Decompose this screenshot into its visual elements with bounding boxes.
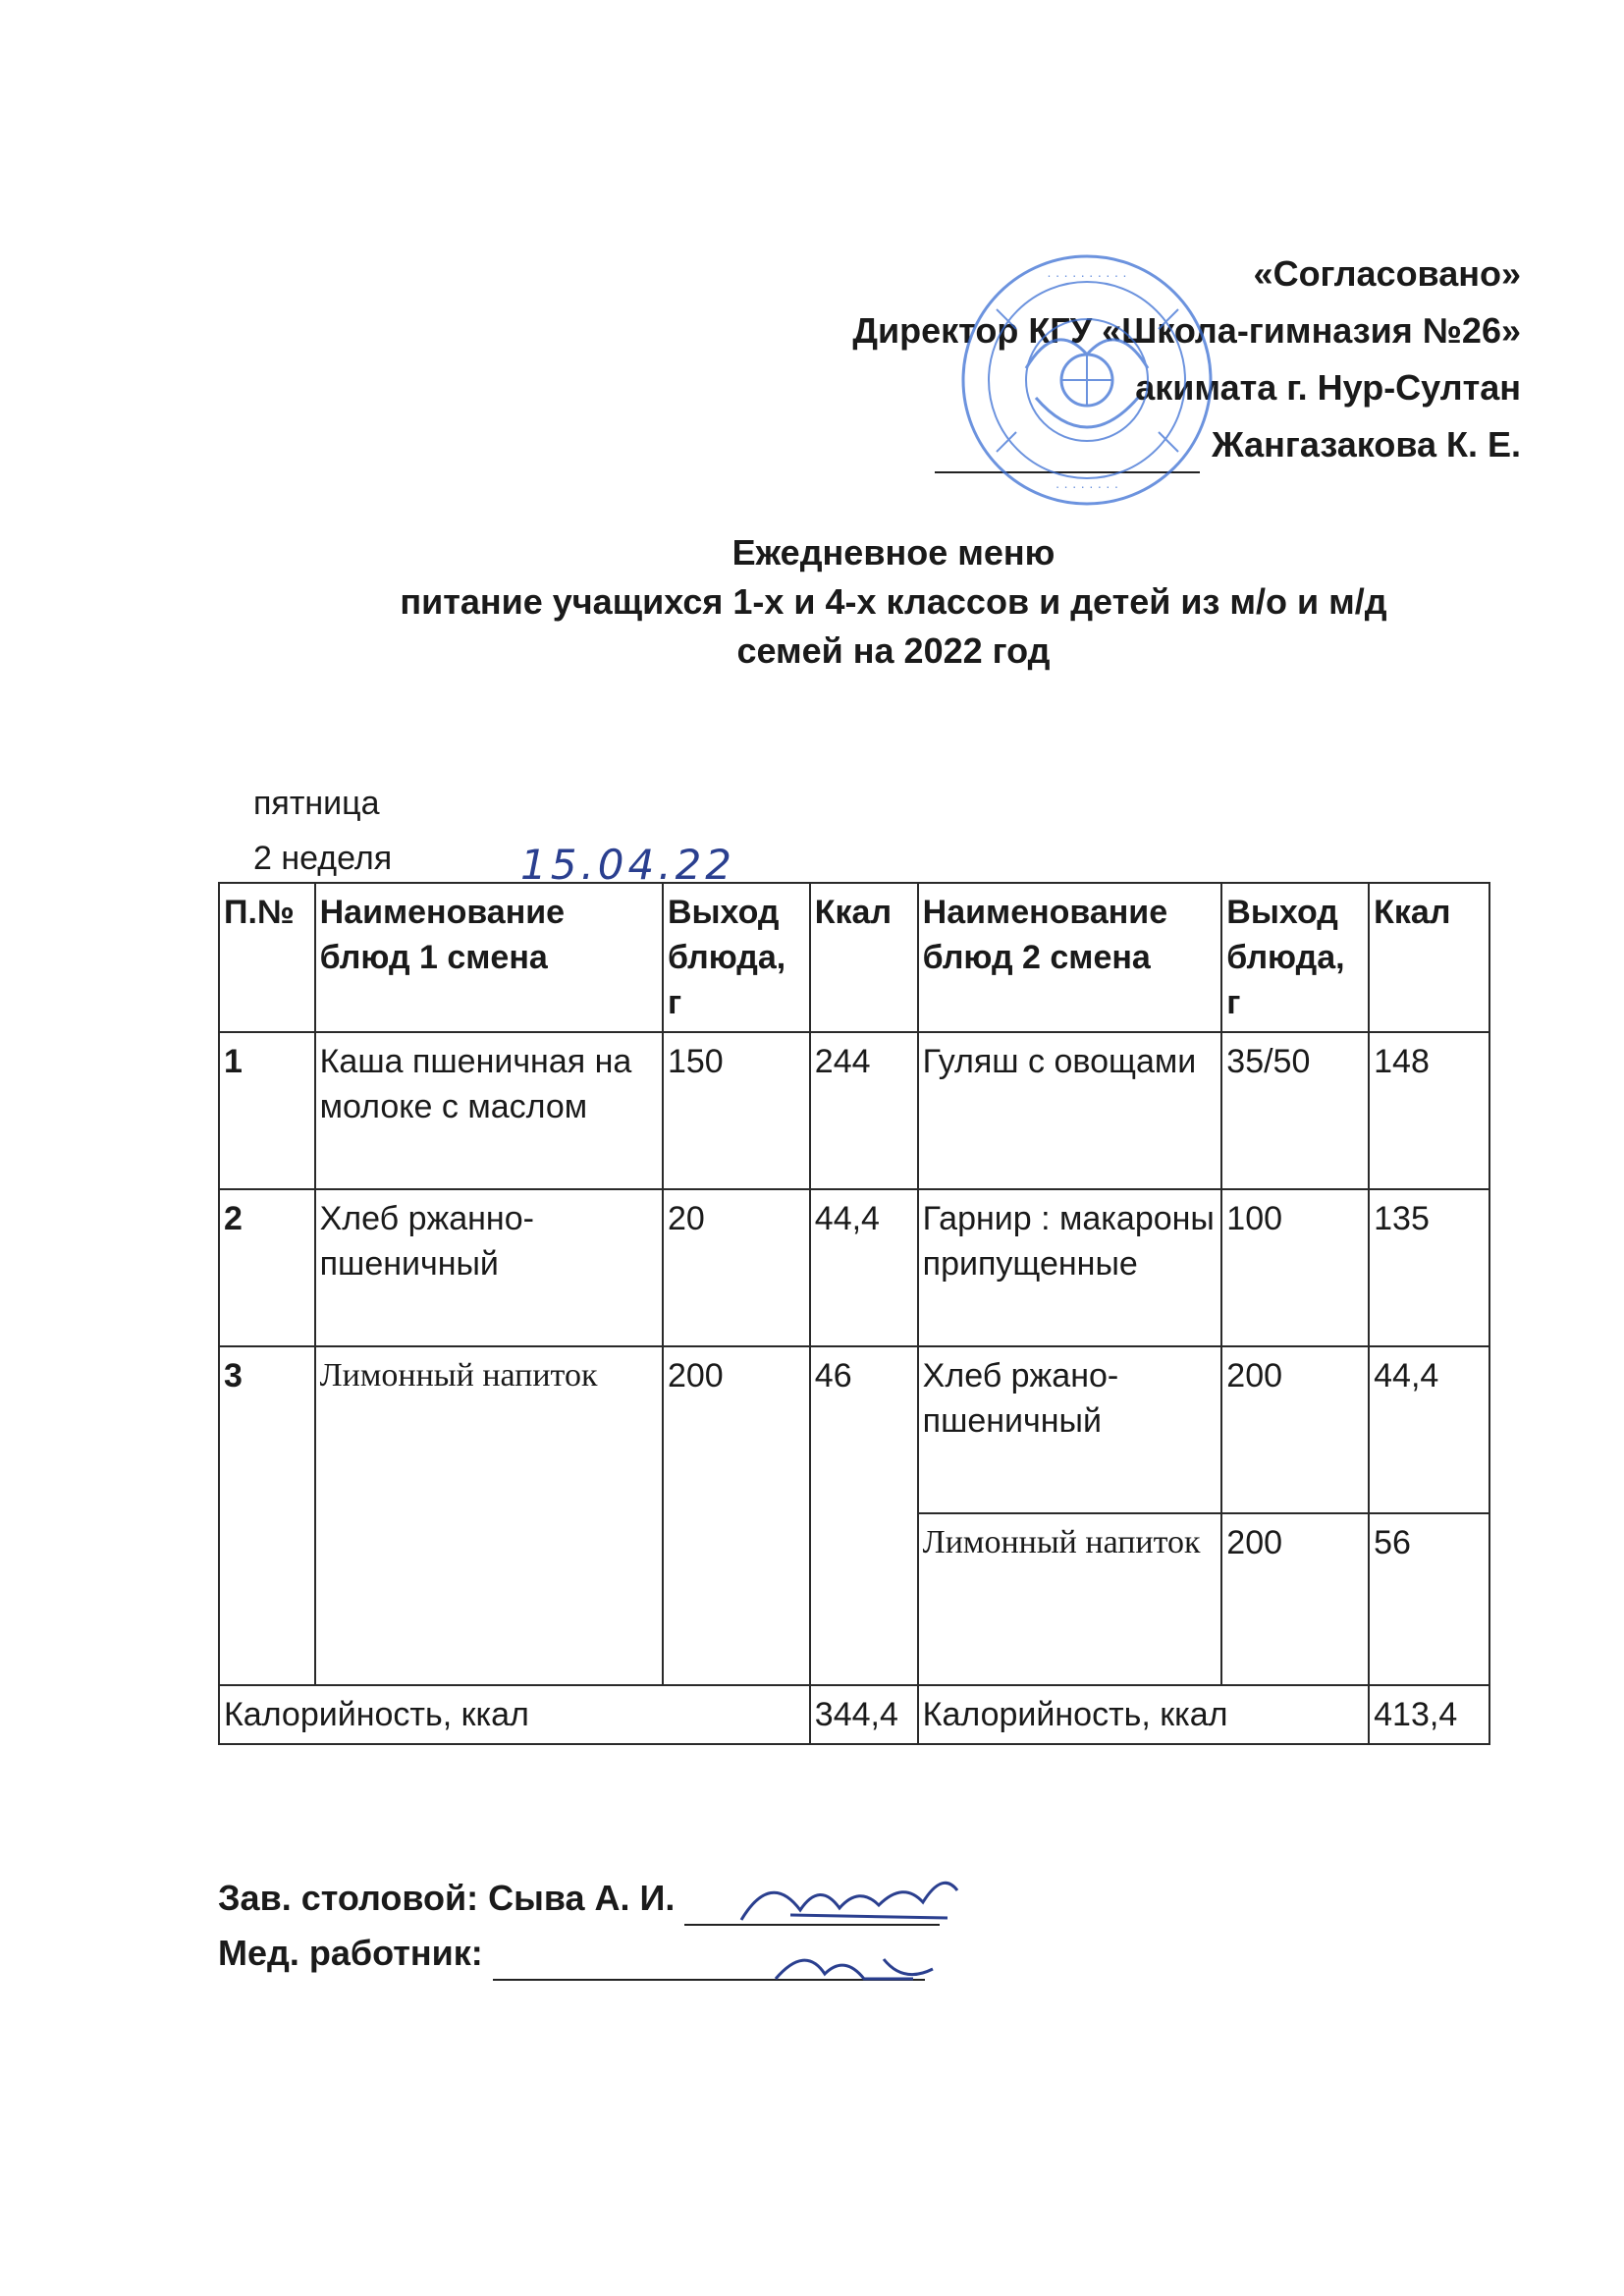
yield-shift-2: 35/50 <box>1221 1032 1369 1189</box>
dish-shift-1: Хлеб ржанно-пшеничный <box>315 1189 663 1346</box>
table-row <box>219 1346 1489 1513</box>
approval-heading: «Согласовано» <box>1253 253 1521 294</box>
header-dish-shift-1: Наименование блюд 1 смена <box>315 883 663 1032</box>
total-kcal-shift-2: 413,4 <box>1369 1685 1489 1744</box>
title-line-3: семей на 2022 год <box>736 630 1051 671</box>
kcal-shift-1: 44,4 <box>810 1189 918 1346</box>
row-number: 2 <box>219 1189 315 1346</box>
school-seal-stamp <box>957 250 1218 511</box>
dish-shift-2: Лимонный напиток <box>918 1513 1222 1685</box>
total-kcal-shift-1: 344,4 <box>810 1685 918 1744</box>
svg-text:· · · · · · · ·: · · · · · · · · <box>1055 478 1119 494</box>
header-yield-1: Выход блюда, г <box>663 883 810 1032</box>
yield-shift-1: 20 <box>663 1189 810 1346</box>
header-yield-2: Выход блюда, г <box>1221 883 1369 1032</box>
total-row <box>219 1685 1489 1744</box>
handwritten-date: 15.04.22 <box>520 841 736 889</box>
title-line-1: Ежедневное меню <box>731 532 1056 573</box>
table-header-row <box>219 883 1489 1032</box>
dish-shift-2: Хлеб ржано-пшеничный <box>918 1346 1222 1513</box>
header-kcal-1: Ккал <box>810 883 918 1032</box>
kcal-shift-2: 148 <box>1369 1032 1489 1189</box>
menu-title <box>295 528 1492 676</box>
menu-table <box>218 882 1490 1745</box>
header-dish-shift-2: Наименование блюд 2 смена <box>918 883 1222 1032</box>
dish-shift-1: Лимонный напиток <box>315 1346 663 1685</box>
director-name: Жангазакова К. Е. <box>1212 424 1521 465</box>
yield-shift-1: 150 <box>663 1032 810 1189</box>
header-kcal-2: Ккал <box>1369 883 1489 1032</box>
row-number: 1 <box>219 1032 315 1189</box>
approval-akimat: акимата г. Нур-Султан <box>1135 367 1521 408</box>
kcal-shift-2: 56 <box>1369 1513 1489 1685</box>
week-number: 2 неделя <box>253 840 393 877</box>
kcal-shift-2: 44,4 <box>1369 1346 1489 1513</box>
medic-label: Мед. работник: <box>218 1933 483 1973</box>
dish-shift-2: Гарнир : макароны припущенные <box>918 1189 1222 1346</box>
yield-shift-2: 100 <box>1221 1189 1369 1346</box>
row-number: 3 <box>219 1346 315 1685</box>
yield-shift-1: 200 <box>663 1346 810 1685</box>
table-row <box>219 1032 1489 1189</box>
yield-shift-2: 200 <box>1221 1346 1369 1513</box>
header-num: П.№ <box>219 883 315 1032</box>
total-label-shift-1: Калорийность, ккал <box>219 1685 810 1744</box>
title-line-2: питание учащихся 1-х и 4-х классов и детей из м/о и м/д <box>400 581 1387 622</box>
day-info <box>253 776 392 886</box>
kcal-shift-1: 46 <box>810 1346 918 1685</box>
canteen-signature-icon <box>731 1861 967 1940</box>
approval-director: Директор КГУ «Школа-гимназия №26» <box>852 310 1521 351</box>
medic-signature-icon <box>766 1940 943 1998</box>
total-label-shift-2: Калорийность, ккал <box>918 1685 1369 1744</box>
svg-text:· · · · · · · · · ·: · · · · · · · · · · <box>1047 267 1127 283</box>
table-row <box>219 1189 1489 1346</box>
dish-shift-1: Каша пшеничная на молоке с маслом <box>315 1032 663 1189</box>
weekday: пятница <box>253 785 380 822</box>
canteen-manager-label: Зав. столовой: Сыва А. И. <box>218 1878 676 1918</box>
kcal-shift-2: 135 <box>1369 1189 1489 1346</box>
dish-shift-2: Гуляш с овощами <box>918 1032 1222 1189</box>
yield-shift-2: 200 <box>1221 1513 1369 1685</box>
kcal-shift-1: 244 <box>810 1032 918 1189</box>
